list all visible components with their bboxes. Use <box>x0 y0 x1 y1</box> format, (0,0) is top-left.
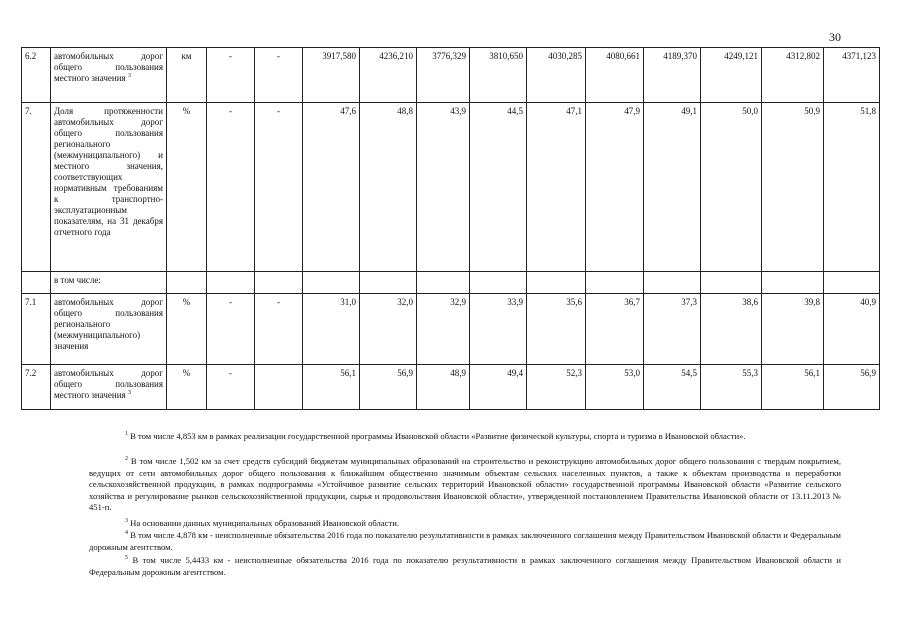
year-value-cell: 56,1 <box>303 365 360 410</box>
footnote <box>89 456 841 514</box>
year-value-cell: 53,0 <box>586 365 644 410</box>
unit-cell: % <box>167 103 207 272</box>
year-value-cell <box>417 272 470 294</box>
base-value-cell: - <box>207 48 255 103</box>
base-value-cell: - <box>207 365 255 410</box>
year-value-cell: 33,9 <box>470 294 527 365</box>
unit-cell <box>167 272 207 294</box>
page-number: 30 <box>829 30 841 44</box>
base-value-cell: - <box>207 103 255 272</box>
footnote-text: В том числе 4,878 км - неисполненные обязательства 2016 года по показателю результативности в рамках заключенного соглашения между Правительством Ивановской области и Федеральным дорожным агентством. <box>89 530 841 552</box>
unit-cell: % <box>167 294 207 365</box>
base-value-cell: - <box>255 48 303 103</box>
year-value-cell: 47,6 <box>303 103 360 272</box>
indicator-name-text: автомобильных дорог общего пользования регионального (межмуниципального) значения <box>54 297 163 351</box>
year-value-cell: 47,9 <box>586 103 644 272</box>
unit-cell: км <box>167 48 207 103</box>
footnote-mark: 3 <box>125 518 128 525</box>
year-value-cell: 35,6 <box>527 294 586 365</box>
year-value-cell: 51,8 <box>824 103 880 272</box>
base-value-cell: - <box>207 294 255 365</box>
year-value-cell: 43,9 <box>417 103 470 272</box>
year-value-cell: 48,9 <box>417 365 470 410</box>
row-number <box>22 272 51 294</box>
year-value-cell <box>644 272 701 294</box>
table-row <box>22 365 880 410</box>
footnote-text: В том числе 4,853 км в рамках реализации государственной программы Ивановской области «Развитие физической культуры, спорта и туризма в Ивановской области». <box>130 431 746 441</box>
year-value-cell <box>527 272 586 294</box>
row-number: 7. <box>22 103 51 272</box>
footnote-text: В том числе 1,502 км за счет средств субсидий бюджетам муниципальных образований на строительство и реконструкцию автомобильных дорог общего пользования с твердым покрытием, ведущих от сети автомобильных дорог общего пользования к ближайшим общественно значимым объектам сельских населенных пунктов, а также к объектам производства и переработки сельскохозяйственной продукции, в рамках подпрограммы «Устойчивое развитие сельских территорий Ивановской области» государственной программы Ивановской области «Развитие сельского хозяйства и регулирование рынков сельскохозяйственной продукции, сырья и продовольствия Ивановской области», утвержденной постановлением Правительства Ивановской области от 13.11.2013 № 451-п. <box>89 456 842 512</box>
footnote-text: В том числе 5,4433 км - неисполненные обязательства 2016 года по показателю результативности в рамках заключенного соглашения между Правительством Ивановской области и Федеральным дорожным агентством. <box>89 555 841 577</box>
row-number: 7.1 <box>22 294 51 365</box>
year-value-cell: 56,1 <box>762 365 824 410</box>
indicator-name <box>51 48 167 103</box>
indicator-name <box>51 103 167 272</box>
year-value-cell: 47,1 <box>527 103 586 272</box>
indicators-table <box>21 47 880 410</box>
base-value-cell <box>207 272 255 294</box>
year-value-cell: 44,5 <box>470 103 527 272</box>
footnote <box>89 555 841 578</box>
unit-cell: % <box>167 365 207 410</box>
footnote-mark: 2 <box>125 456 128 463</box>
table-row <box>22 103 880 272</box>
year-value-cell <box>586 272 644 294</box>
year-value-cell: 3776,329 <box>417 48 470 103</box>
year-value-cell: 3810,650 <box>470 48 527 103</box>
indicator-name <box>51 272 167 294</box>
year-value-cell: 38,6 <box>701 294 762 365</box>
footnote <box>89 518 841 530</box>
year-value-cell: 3917,580 <box>303 48 360 103</box>
year-value-cell <box>701 272 762 294</box>
footnote-mark: 1 <box>125 431 128 438</box>
year-value-cell: 56,9 <box>824 365 880 410</box>
footnote-mark: 4 <box>125 530 128 537</box>
table-row <box>22 48 880 103</box>
year-value-cell: 4080,661 <box>586 48 644 103</box>
indicator-name-text: автомобильных дорог общего пользования местного значения <box>54 368 163 400</box>
year-value-cell: 48,8 <box>360 103 417 272</box>
year-value-cell: 4189,370 <box>644 48 701 103</box>
year-value-cell: 32,0 <box>360 294 417 365</box>
year-value-cell: 50,9 <box>762 103 824 272</box>
year-value-cell: 49,4 <box>470 365 527 410</box>
indicator-name-text: в том числе: <box>54 275 101 285</box>
year-value-cell: 32,9 <box>417 294 470 365</box>
indicator-name <box>51 365 167 410</box>
year-value-cell: 36,7 <box>586 294 644 365</box>
year-value-cell: 4312,802 <box>762 48 824 103</box>
year-value-cell: 50,0 <box>701 103 762 272</box>
year-value-cell: 49,1 <box>644 103 701 272</box>
year-value-cell <box>470 272 527 294</box>
footnote-text: На основании данных муниципальных образований Ивановской области. <box>130 518 399 528</box>
footnote <box>89 530 841 553</box>
year-value-cell: 37,3 <box>644 294 701 365</box>
year-value-cell <box>303 272 360 294</box>
year-value-cell: 55,3 <box>701 365 762 410</box>
year-value-cell: 54,5 <box>644 365 701 410</box>
indicator-name <box>51 294 167 365</box>
year-value-cell: 39,8 <box>762 294 824 365</box>
year-value-cell: 52,3 <box>527 365 586 410</box>
year-value-cell: 4236,210 <box>360 48 417 103</box>
year-value-cell <box>360 272 417 294</box>
year-value-cell: 56,9 <box>360 365 417 410</box>
footnote-ref: 3 <box>127 73 131 79</box>
table-row <box>22 294 880 365</box>
year-value-cell: 40,9 <box>824 294 880 365</box>
base-value-cell: - <box>255 294 303 365</box>
year-value-cell: 4030,285 <box>527 48 586 103</box>
indicator-name-text: автомобильных дорог общего пользования местного значения <box>54 51 163 83</box>
footnote <box>89 431 841 443</box>
base-value-cell: - <box>255 103 303 272</box>
footnote-mark: 5 <box>125 555 128 562</box>
year-value-cell: 4249,121 <box>701 48 762 103</box>
year-value-cell <box>824 272 880 294</box>
year-value-cell <box>762 272 824 294</box>
indicator-name-text: Доля протяженности автомобильных дорог общего пользования регионального (межмуниципального) и местного значения, соответствующих нормативным требованиям к транспортно-эксплуатационным показателям, на 31 декабря отчетного года <box>54 106 163 237</box>
row-number: 6.2 <box>22 48 51 103</box>
year-value-cell: 4371,123 <box>824 48 880 103</box>
footnote-ref: 3 <box>127 390 131 396</box>
base-value-cell <box>255 365 303 410</box>
table-row <box>22 272 880 294</box>
base-value-cell <box>255 272 303 294</box>
year-value-cell: 31,0 <box>303 294 360 365</box>
row-number: 7.2 <box>22 365 51 410</box>
